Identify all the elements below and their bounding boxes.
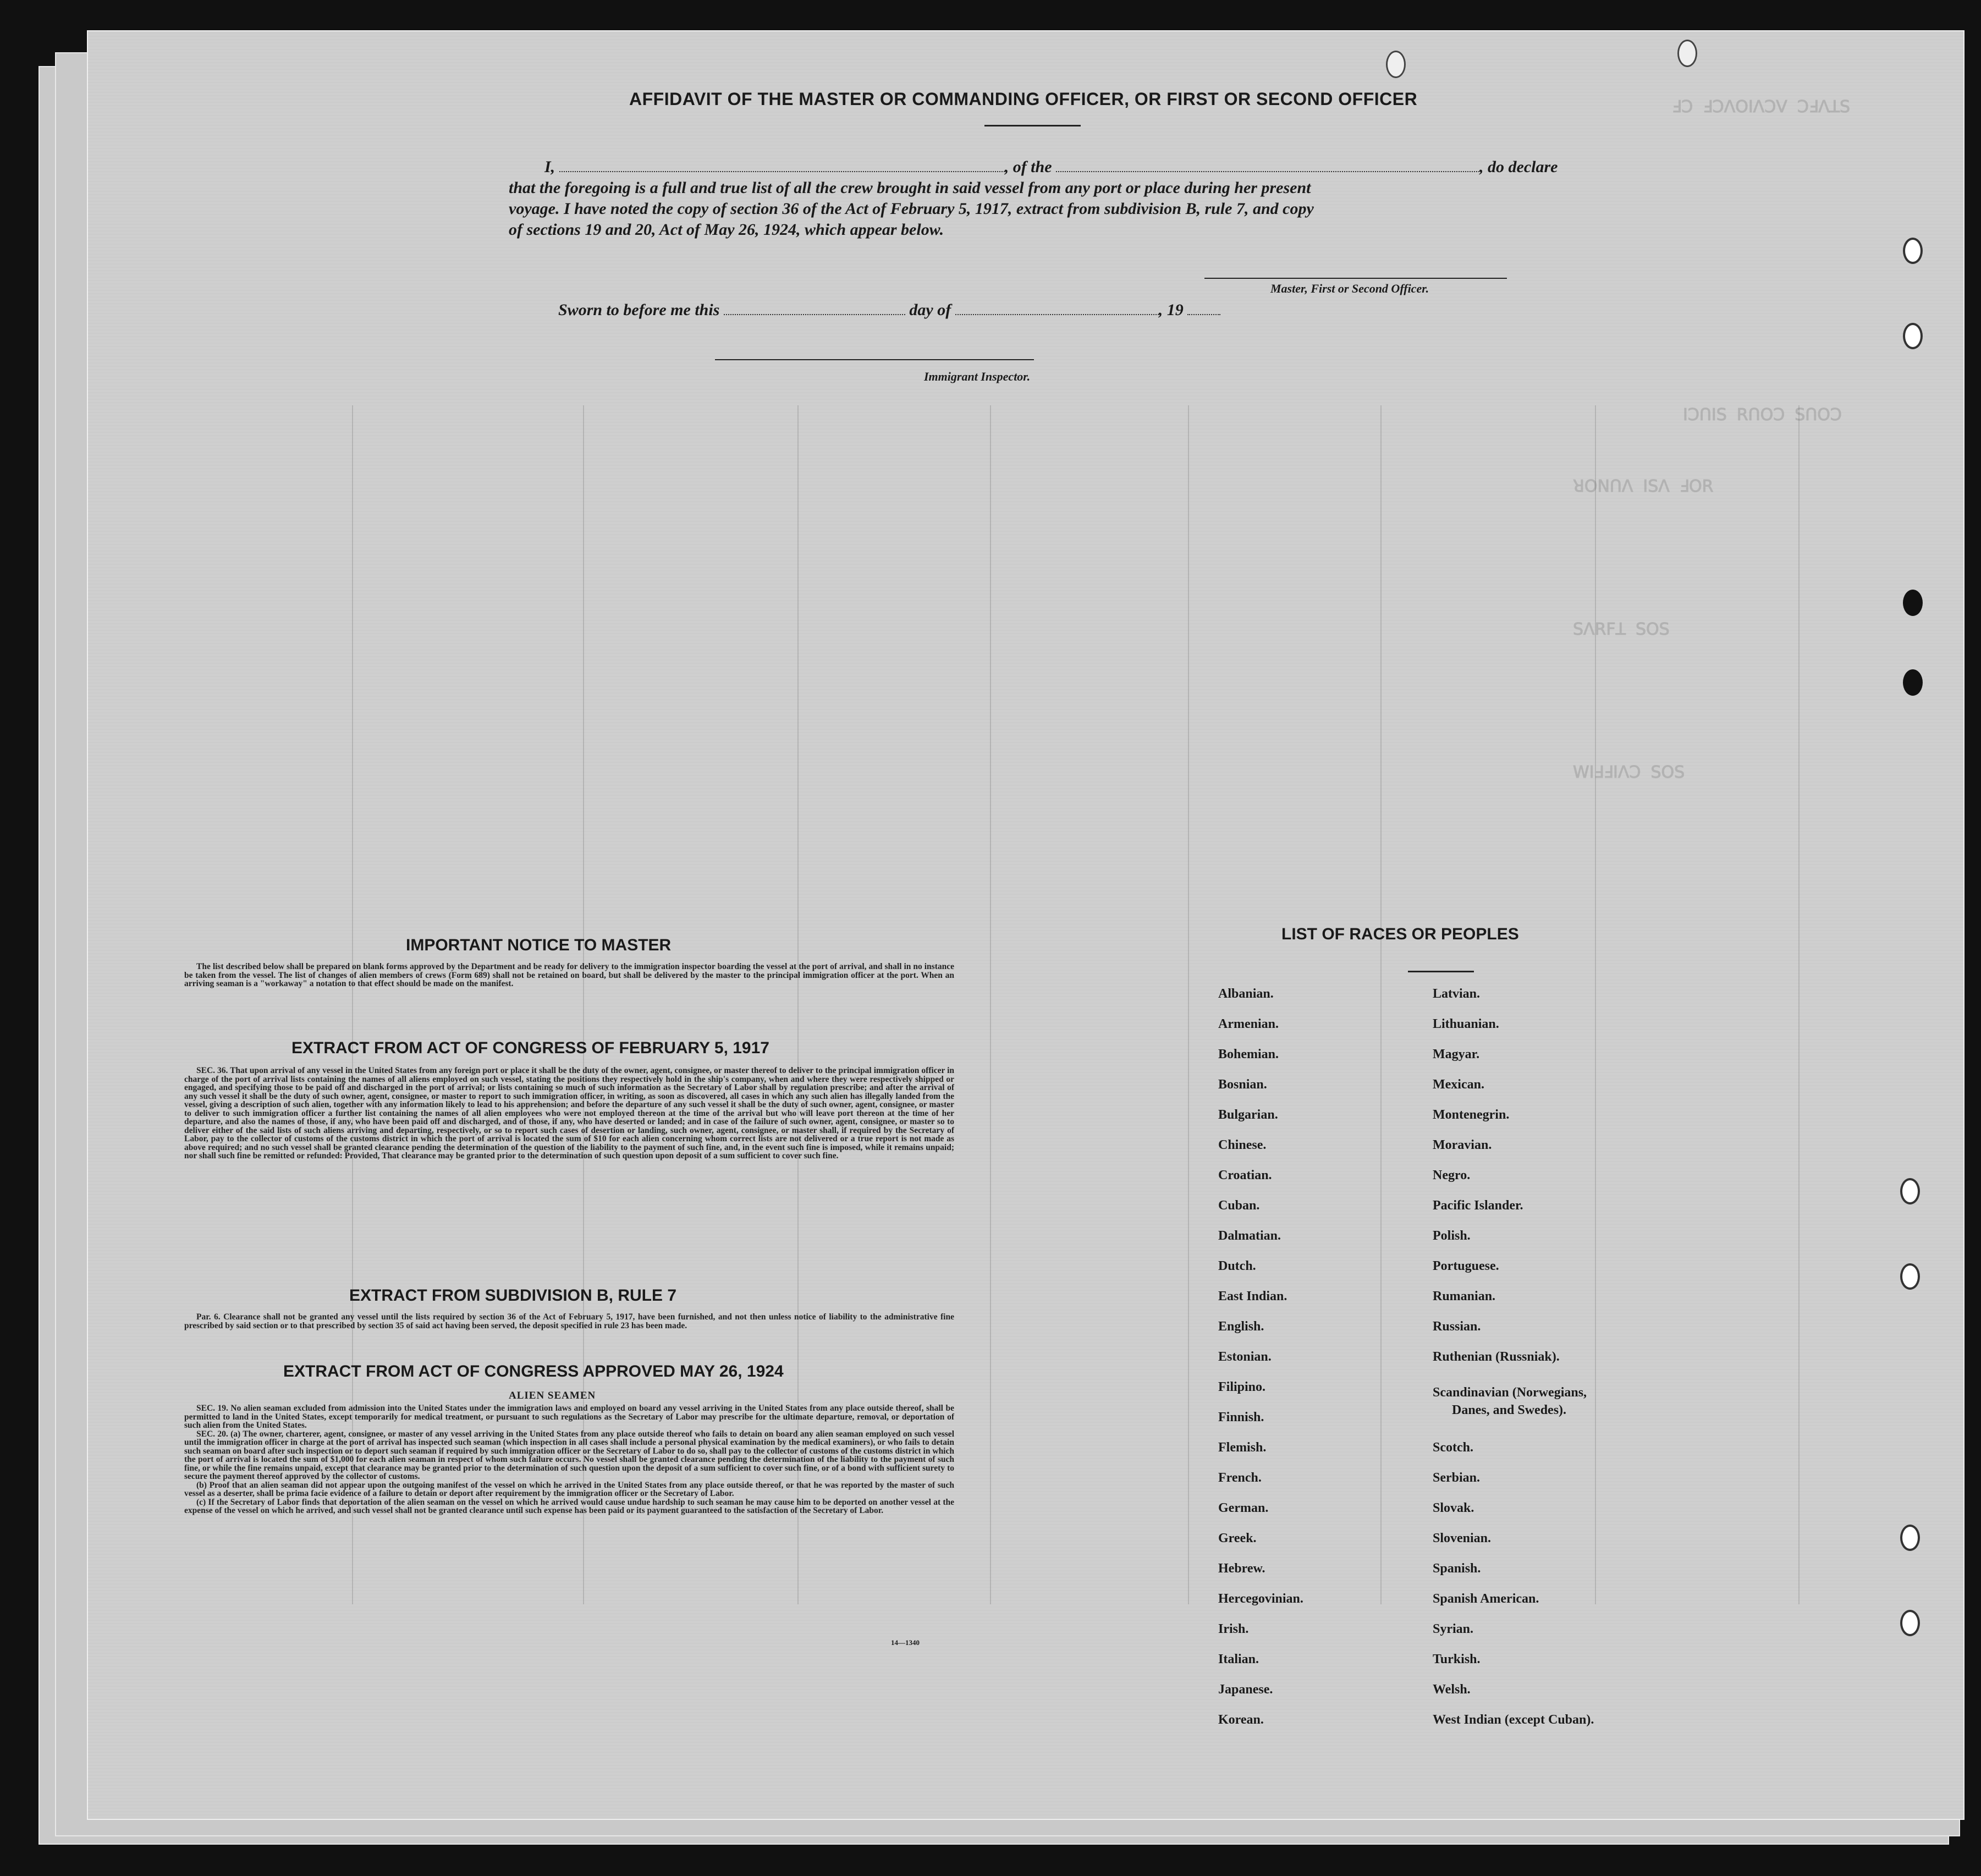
binder-hole-icon: [1900, 1525, 1920, 1551]
race-item: Dalmatian.: [1218, 1229, 1281, 1243]
race-item: Portuguese.: [1433, 1259, 1499, 1273]
race-item: Mexican.: [1433, 1077, 1484, 1092]
binder-hole-icon: [1903, 323, 1923, 349]
race-item: Polish.: [1433, 1229, 1471, 1243]
extract-rule7-text: [184, 1313, 954, 1330]
race-item: Slovak.: [1433, 1501, 1474, 1515]
race-item: Welsh.: [1433, 1682, 1471, 1697]
race-item: Finnish.: [1218, 1410, 1264, 1424]
race-item: Estonian.: [1218, 1350, 1272, 1364]
race-item: Negro.: [1433, 1168, 1471, 1182]
extract-1917-paragraph: SEC. 36. That upon arrival of any vessel in the United States from any foreign port or place it shall be the duty of the owner, agent, consignee, or master thereof to deliver to the principal immigration officer in charge of the port of arrival lists containing the names of all aliens employed on such vessel, stating the positions they respectively hold in the ship's company, when and where they were respectively shipped or engaged, and specifying those to be paid off and discharged in the port of arrival; or lists containing so much of such information as the Secretary of Labor shall by regulation prescribe; and after the arrival of any such vessel it shall be the duty of such owner, agent, consignee, or master to report to such immigration officer, in writing, as soon as discovered, all cases in which any such alien has illegally landed from the vessel, giving a description of such alien, together with any information likely to lead to his apprehension; and before the departure of any such vessel it shall be the duty of such owner, agent, consignee, or master to deliver to such immigration officer a further list containing the names of all alien employees who were not employed thereon at the time of the arrival but who will leave port thereon at the time of her departure, and also the names of those, if any, who have been paid off and discharged, and of those, if any, who have deserted or landed; and in case of the failure of such owner, agent, consignee, or master so to deliver either of the said lists of such aliens arriving and departing, respectively, or so to report such cases of desertion or landing, such owner, agent, consignee, or master shall, if required by the Secretary of Labor, pay to the collector of customs of the customs district in which the port of arrival is located the sum of $10 for each alien concerning whom correct lists are not delivered or a true report is not made as above required; and no such vessel shall be granted clearance pending the determination of the question of the liability to the payment of such fine, and, in the event such fine is imposed, while it remains unpaid; nor shall such fine be remitted or refunded: Provided, That clearance may be granted prior to the determination of such question upon deposit of a sum sufficient to cover such fine.: [184, 1066, 954, 1160]
inspector-signature-label: Immigrant Inspector.: [924, 370, 1031, 383]
sworn-text: , 19: [1158, 301, 1184, 319]
race-item: Greek.: [1218, 1531, 1257, 1545]
race-item: Danes, and Swedes).: [1452, 1403, 1567, 1417]
race-item: Pacific Islander.: [1433, 1198, 1523, 1213]
race-item: Albanian.: [1218, 987, 1274, 1001]
race-item: Hebrew.: [1218, 1561, 1265, 1576]
race-item: English.: [1218, 1319, 1264, 1334]
affidavit-text: , of the: [1004, 158, 1052, 176]
sworn-line: [558, 301, 1220, 320]
race-item: Rumanian.: [1433, 1289, 1496, 1303]
binder-hole-icon: [1677, 40, 1697, 67]
race-item: Bohemian.: [1218, 1047, 1279, 1061]
race-item: East Indian.: [1218, 1289, 1287, 1303]
binder-hole-icon: [1903, 590, 1923, 616]
race-item: Scandinavian (Norwegians,: [1433, 1385, 1587, 1400]
race-item: Bosnian.: [1218, 1077, 1267, 1092]
master-signature-label: Master, First or Second Officer.: [1270, 282, 1429, 295]
race-item: Montenegrin.: [1433, 1108, 1510, 1122]
race-item: Magyar.: [1433, 1047, 1480, 1061]
binder-hole-icon: [1900, 1178, 1920, 1204]
sworn-year-field[interactable]: [1187, 302, 1220, 315]
race-item: Filipino.: [1218, 1380, 1266, 1394]
form-number: 14—1340: [891, 1638, 920, 1647]
form-page: ꓞꓛ ꓞꓛꓥꓳꓲꓥꓛꓦ ꓛꓞꓥꓕꓢ ꓲꓛꓵꓲꓢ ꓣꓵꓳꓛ ꓢꓵꓳꓛ ꓤꓳꓠꓵꓥ ꓲꓢꓥ ꓞꓳꓣ ꓢꓥꓣꓝꓕ ꓢꓳꓢ ꓪꓲꓞꓞꓲꓥꓛ ꓢꓳꓢ AFFIDAVIT OF THE MASTER OR COMMANDING OFFICER, OR FIRST OR SECOND OFFICER I, , of the , do declare that the foregoing is a full and true list of all the crew brought in said vessel from any port or place during her present voyage. I have noted the copy of section 36 of the Act of February 5, 1917, extract from subdivision B, rule 7, and copy of sections 19 and 20, Act of May 26, 1924, which appear below. Master, First or Second Officer. Sworn to before me this day of , 19 Immigrant Inspector. IMPORTANT NOTICE TO MASTER The list described below shall be prepared on blank forms approved by the Department and be ready for delivery to the immigration inspector boarding the vessel at the port of arrival, and shall in no instance be taken from the vessel. The list of changes of alien members of crews (Form 689) shall not be retained on board, but shall be delivered by the master to the principal immigration officer at the port. When an arriving seaman is a "workaway" a notation to that effect should be made on the manifest. EXTRACT FROM ACT OF CONGRESS OF FEBRUARY 5, 1917 SEC. 36. That upon arrival of any vessel in the United States from any foreign port or place it shall be the duty of the owner, agent, consignee, or master thereof to deliver to the principal immigration officer in charge of the port of arrival lists containing the names of all aliens employed on such vessel, stating the positions they respectively hold in the ship's company, when and where they were respectively shipped or engaged, and specifying those to be paid off and discharged in the port of arrival; or lists containing so much of such information as the Secretary of Labor shall by regulation prescribe; and after the arrival of any such vessel it shall be the duty of such owner, agent, consignee, or master to report to such immigration officer, in writing, as soon as discovered, all cases in which any such alien has illegally landed from the vessel, giving a description of such alien, together with any information likely to lead to his apprehension; and before the departure of any such vessel it shall be the duty of such owner, agent, consignee, or master to deliver to such immigration officer a further list containing the names of all alien employees who were not employed thereon at the time of the arrival but who will leave port thereon at the time of her departure, and also the names of those, if any, who have been paid off and discharged, and of those, if any, who have deserted or landed; and in case of the failure of such owner, agent, consignee, or master so to deliver either of the said lists of such aliens arriving and departing, respectively, or so to report such cases of desertion or landing, such owner, agent, consignee, or master shall, if required by the Secretary of Labor, pay to the collector of customs of the customs district in which the port of arrival is located the sum of $10 for each alien concerning whom correct lists are not delivered or a true report is not made as above required; and no such vessel shall be granted clearance pending the determination of the question of the liability to the payment of such fine, and, in the event such fine is imposed, while it remains unpaid; nor shall such fine be remitted or refunded: Provided, That clearance may be granted prior to the determination of such question upon deposit of a sum sufficient to cover such fine. EXTRACT FROM SUBDIVISION B, RULE 7 Par. 6. Clearance shall not be granted any vessel until the lists required by section 36 of the Act of February 5, 1917, have been furnished, and not then unless notice of liability to the administrative fine prescribed by said section or to that prescribed by section 35 of said act having been served, the deposit specified in rule 23 has been made. EXTRACT FROM ACT OF CONGRESS APPROVED MAY 26, 1924 ALIEN SEAMEN SEC. 19. No alien seaman excluded from admission into the United States under the immigration laws and employed on board any vessel arriving in the United States from any place outside thereof, shall be permitted to land in the United States, except temporarily for medical treatment, or pursuant to such regulations as the Secretary of Labor may prescribe for the ultimate departure, removal, or deportation of such alien from the United States. SEC. 20. (a) The owner, charterer, agent, consignee, or master of any vessel arriving in the United States from any place outside thereof who fails to detain on board any alien seaman employed on such vessel until the immigration officer in charge at the port of arrival has inspected such seaman (which inspection in all cases shall include a personal physical examination by the medical examiners), or who fails to detain such seaman on board after such inspection or to deport such seaman if required by such immigration officer or the Secretary of Labor to do so, shall pay to the collector of customs of the customs district in which the port of arrival is located the sum of $1,000 for each alien seaman in respect of whom such failure occurs. No vessel shall be granted clearance pending the determination of the liability to the payment of such fine, or while the fine remains unpaid, except that clearance may be granted prior to the determination of such question upon the deposit of a sum sufficient to cover such fine, or of a bond with sufficient surety to secure the payment thereof approved by the collector of customs. (b) Proof that an alien seaman did not appear upon the outgoing manifest of the vessel on which he arrived in the United States from any place outside thereof, or that he was reported by the master of such vessel as a deserter, shall be prima facie evidence of a failure to detain or deport after requirement by the immigration officer or the Secretary of Labor. (c) If the Secretary of Labor finds that deportation of the alien seaman on the vessel on which he arrived would cause undue hardship to such seaman he may cause him to be deported on another vessel at the expense of the vessel on which he arrived, and such vessel shall not be granted clearance until such expense has been paid or its payment guaranteed to the satisfaction of the Secretary of Labor. 14—1340 LIST OF RACES OR PEOPLES Albanian. Armenian. Bohemian. Bosnian. Bulgarian. Chinese. Croatian. Cuban. Dalmatian. Dutch. East Indian. English. Estonian. Filipino. Finnish. Flemish. French. German. Greek. Hebrew. Hercegovinian. Irish. Italian. Japanese. Korean. Latvian. Lithuanian. Magyar. Mexican. Montenegrin. Moravian. Negro. Pacific Islander. Polish. Portuguese. Rumanian. Russian. Ruthenian (Russniak). Scandinavian (Norwegians, Danes, and Swedes). Scotch. Serbian. Slovak. Slovenian. Spanish. Spanish American. Syrian. Turkish. Welsh. West Indian (except Cuban).: [87, 30, 1965, 1820]
vessel-blank-field[interactable]: [1056, 159, 1479, 172]
race-item: Spanish.: [1433, 1561, 1481, 1576]
binder-hole-icon: [1386, 51, 1406, 78]
sworn-month-field[interactable]: [955, 302, 1159, 315]
race-item: Serbian.: [1433, 1471, 1481, 1485]
sec-20c-paragraph: (c) If the Secretary of Labor finds that deportation of the alien seaman on the vessel on which he arrived would cause undue hardship to such seaman he may cause him to be deported on another vessel at the expense of the vessel on which he arrived, and such vessel shall not be granted clearance until such expense has been paid or its payment guaranteed to the satisfaction of the Secretary of Labor.: [184, 1497, 954, 1515]
affidavit-line-2: that the foregoing is a full and true list of all the crew brought in said vessel from any port or place during her present: [509, 179, 1311, 197]
races-title: LIST OF RACES OR PEOPLES: [1281, 925, 1519, 943]
race-item: Ruthenian (Russniak).: [1433, 1350, 1560, 1364]
binder-hole-icon: [1900, 1263, 1920, 1290]
race-item: Croatian.: [1218, 1168, 1272, 1182]
affidavit-text: , do declare: [1479, 158, 1558, 176]
sec-19-paragraph: SEC. 19. No alien seaman excluded from admission into the United States under the immigration laws and employed on board any vessel arriving in the United States from any place outside thereof, shall be permitted to land in the United States, except temporarily for medical treatment, or pursuant to such regulations as the Secretary of Labor may prescribe for the ultimate departure, removal, or deportation of such alien from the United States.: [184, 1404, 954, 1430]
race-item: Turkish.: [1433, 1652, 1481, 1666]
affidavit-title: AFFIDAVIT OF THE MASTER OR COMMANDING OFFICER, OR FIRST OR SECOND OFFICER: [629, 89, 1418, 109]
binder-hole-icon: [1900, 1610, 1920, 1636]
notice-paragraph: The list described below shall be prepared on blank forms approved by the Department and be ready for delivery to the immigration inspector boarding the vessel at the port of arrival, and shall in no instance be taken from the vessel. The list of changes of alien members of crews (Form 689) shall not be retained on board, but shall be delivered by the master to the principal immigration officer at the port. When an arriving seaman is a "workaway" a notation to that effect should be made on the manifest.: [184, 962, 954, 988]
notice-title: IMPORTANT NOTICE TO MASTER: [406, 936, 672, 954]
race-item: Lithuanian.: [1433, 1017, 1499, 1031]
alien-seamen-subtitle: ALIEN SEAMEN: [509, 1390, 596, 1401]
sec-20a-paragraph: SEC. 20. (a) The owner, charterer, agent, consignee, or master of any vessel arriving in the United States from any place outside thereof who fails to detain on board any alien seaman employed on such vessel until the immigration officer in charge at the port of arrival has inspected such seaman (which inspection in all cases shall include a personal physical examination by the medical examiners), or who fails to detain such seaman on board after such inspection or to deport such seaman if required by such immigration officer or the Secretary of Labor to do so, shall pay to the collector of customs of the customs district in which the port of arrival is located the sum of $1,000 for each alien seaman in respect of whom such failure occurs. No vessel shall be granted clearance pending the determination of the liability to the payment of such fine, or while the fine remains unpaid, except that clearance may be granted prior to the determination of such question upon the deposit of a sum sufficient to cover such fine, or of a bond with sufficient surety to secure the payment thereof approved by the collector of customs.: [184, 1429, 954, 1481]
race-item: Bulgarian.: [1218, 1108, 1278, 1122]
extract-1917-text: [184, 1066, 954, 1160]
race-item: Syrian.: [1433, 1622, 1474, 1636]
sworn-day-field[interactable]: [724, 302, 905, 315]
race-item: Moravian.: [1433, 1138, 1492, 1152]
affidavit-text: I,: [544, 158, 555, 176]
binder-hole-icon: [1903, 238, 1923, 264]
notice-text: [184, 962, 954, 988]
race-item: Latvian.: [1433, 987, 1481, 1001]
race-item: Slovenian.: [1433, 1531, 1492, 1545]
race-item: Korean.: [1218, 1713, 1264, 1727]
race-item: Chinese.: [1218, 1138, 1267, 1152]
title-underline: [984, 125, 1081, 126]
affidavit-line-1: [544, 158, 1558, 177]
name-blank-field[interactable]: [559, 159, 1005, 172]
sworn-text: day of: [909, 301, 951, 319]
race-item: Italian.: [1218, 1652, 1259, 1666]
races-title-underline: [1408, 971, 1474, 972]
race-item: Russian.: [1433, 1319, 1481, 1334]
race-item: Armenian.: [1218, 1017, 1279, 1031]
extract-1917-title: EXTRACT FROM ACT OF CONGRESS OF FEBRUARY 5, 1917: [291, 1039, 769, 1057]
sworn-text: Sworn to before me this: [558, 301, 720, 319]
affidavit-line-3: voyage. I have noted the copy of section 36 of the Act of February 5, 1917, extract from subdivision B, rule 7, and copy: [509, 200, 1314, 218]
sec-20b-paragraph: (b) Proof that an alien seaman did not appear upon the outgoing manifest of the vessel on which he arrived in the United States from any place outside thereof, or that he was reported by the master of such vessel as a deserter, shall be prima facie evidence of a failure to detain or deport after requirement by the immigration officer or the Secretary of Labor.: [184, 1480, 954, 1498]
race-item: Dutch.: [1218, 1259, 1256, 1273]
race-item: West Indian (except Cuban).: [1433, 1713, 1594, 1727]
extract-1924-text: [184, 1404, 954, 1515]
master-signature-line[interactable]: [1204, 278, 1507, 279]
extract-rule7-paragraph: Par. 6. Clearance shall not be granted any vessel until the lists required by section 36 of the Act of February 5, 1917, have been furnished, and not then unless notice of liability to the administrative fine prescribed by said section or to that prescribed by section 35 of said act having been served, the deposit specified in rule 23 has been made.: [184, 1312, 954, 1330]
race-item: Hercegovinian.: [1218, 1592, 1303, 1606]
race-item: Cuban.: [1218, 1198, 1260, 1213]
extract-rule7-title: EXTRACT FROM SUBDIVISION B, RULE 7: [349, 1286, 677, 1305]
race-item: Irish.: [1218, 1622, 1249, 1636]
affidavit-line-4: of sections 19 and 20, Act of May 26, 1924, which appear below.: [509, 221, 944, 239]
extract-1924-title: EXTRACT FROM ACT OF CONGRESS APPROVED MAY 26, 1924: [283, 1362, 784, 1380]
race-item: Flemish.: [1218, 1440, 1267, 1455]
race-item: German.: [1218, 1501, 1269, 1515]
inspector-signature-line[interactable]: [715, 359, 1034, 360]
binder-hole-icon: [1903, 669, 1923, 696]
race-item: French.: [1218, 1471, 1262, 1485]
race-item: Spanish American.: [1433, 1592, 1539, 1606]
race-item: Scotch.: [1433, 1440, 1473, 1455]
race-item: Japanese.: [1218, 1682, 1273, 1697]
